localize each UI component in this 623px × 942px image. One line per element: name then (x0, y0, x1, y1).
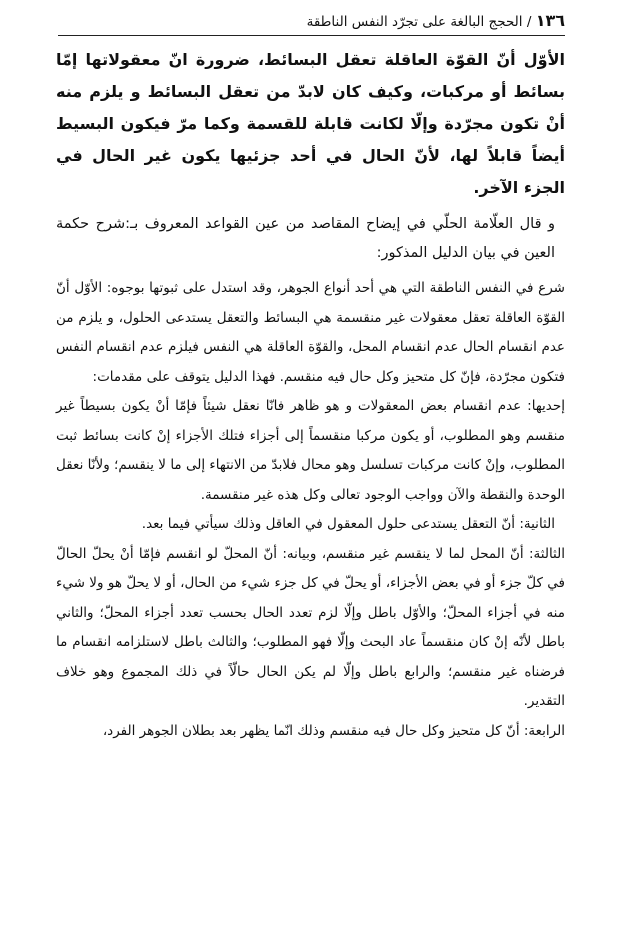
page-number: ١٣٦ (535, 11, 565, 30)
header-separator: / (526, 14, 532, 30)
page-body (56, 44, 565, 746)
paragraph-first-argument: الأوّل أنّ القوّة العاقلة تعقل البسائط، ضرورة انّ معقولاتها إمّا بسائط أو مركبات، وكيف كان لابدّ من تعقل البسائط و يلزم منه أنْ تكون مجرّدة وإلّا لكانت قابلة للقسمة وكما مرّ فيكون البسيط أيضاً قابلاً لها، لأنّ الحال في أحد جزئيها يكون غير الحال في الجزء الآخر. (56, 50, 565, 197)
paragraph-premise-three: الثالثة: أنّ المحل لما لا ينقسم غير منقسم، وبيانه: أنّ المحلّ لو انقسم فإمّا أنْ يحلّ الحالّ في كلّ جزء أو في بعض الأجزاء، أو يحلّ في كل جزء شيء من الحال، أو لا يحلّ هو ولا شيء منه في أجزاء المحلّ؛ والأوّل باطل وإلّا لزم تعدد الحال بحسب تعدد أجزاء المحلّ؛ والثاني باطل لأنّه إنْ كان منقسماً عاد البحث وإلّا فهو المطلوب؛ والثالث باطل لاستلزامه انقسام ما فرضناه غير منقسم؛ والرابع باطل وإلّا لم يكن الحال حالّاً في ذلك المجموع وهو خلاف التقدير. (56, 545, 565, 709)
running-header (58, 10, 565, 36)
running-title: الحجج البالغة على تجرّد النفس الناطقة (306, 14, 523, 30)
paragraph-allama-intro: و قال العلّامة الحلّي في إيضاح المقاصد من عين القواعد المعروف بـ:شرح حكمة العين في بيان الدليل المذكور: (56, 216, 555, 261)
paragraph-premise-one: إحديها: عدم انقسام بعض المعقولات و هو ظاهر فانّا نعقل شيئاً فإمّا أنْ يكون بسيطاً غير منقسم وهو المطلوب، أو يكون مركبا منقسماً إلى أجزاء فتلك الأجزاء إنْ كانت بسائط ثبت المطلوب، وإنْ كانت مركبات تسلسل وهو محال فلابدّ من الانتهاء إلى ما لا ينقسم؛ ولأنّا نعقل الوحدة والنقطة والآن وواجب الوجود تعالى وكل هذه غير منقسمة. (56, 398, 565, 503)
paragraph-premise-four: الرابعة: أنّ كل متحيز وكل حال فيه منقسم وذلك انّما يظهر بعد بطلان الجوهر الفرد، (102, 722, 565, 739)
paragraph-premise-two: الثانية: أنّ التعقل يستدعى حلول المعقول في العاقل وذلك سيأتي فيما بعد. (141, 516, 555, 532)
paragraph-commentary-start: شرع في النفس الناطقة التي هي أحد أنواع الجوهر، وقد استدل على ثبوتها بوجوه: الأوّل أنّ القوّة العاقلة تعقل معقولات غير منقسمة هي البسائط والتعقل يستدعى الحلول، و يلزم من عدم انقسام الحال عدم انقسام المحل، والقوّة العاقلة هي النفس فيلزم عدم انقسام النفس فتكون مجرّدة، فإنّ كل متحيز وكل حال فيه منقسم. فهذا الدليل يتوقف على مقدمات: (56, 280, 565, 385)
